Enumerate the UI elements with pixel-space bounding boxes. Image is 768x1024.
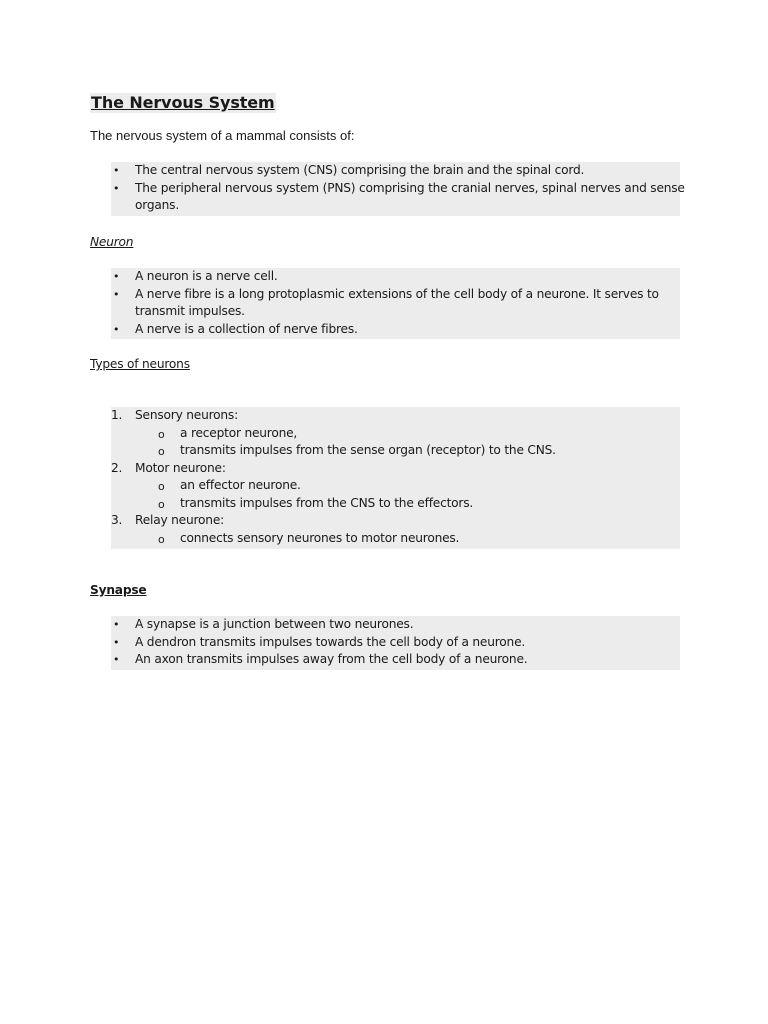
bullet-icon: • [113,181,120,195]
intro-paragraph: The nervous system of a mammal consists of: [90,128,355,143]
list-item-text: An axon transmits impulses away from the cell body of a neurone. [135,652,528,666]
numbered-item-label: Sensory neurons: [135,408,238,422]
list-item-text: The peripheral nervous system (PNS) comprising the cranial nerves, spinal nerves and sense [135,180,685,195]
bullet-icon: • [113,287,120,301]
systems-list [111,162,685,216]
list-item-text: organs. [135,198,180,212]
page-title: The Nervous System [91,93,275,112]
item-number: 2. [111,460,123,475]
list-item-continuation [111,197,680,215]
sub-list-item-text: a receptor neurone, [180,425,298,440]
list-item-text: A nerve fibre is a long protoplasmic extensions of the cell body of a neurone. It serves to [135,286,659,301]
section-heading-synapse: Synapse [90,583,147,597]
sub-list-item [111,495,680,513]
list-item [111,268,680,286]
section-heading-types: Types of neurons [90,357,190,371]
sub-list-item-text: an effector neurone. [180,478,301,492]
bullet-icon: • [113,618,120,631]
bullet-icon: • [113,322,120,336]
neuron-types-list [111,407,680,549]
numbered-item [111,512,680,530]
sub-list-item [111,425,680,443]
bullet-icon: • [113,653,120,666]
list-item [111,634,680,652]
item-number: 3. [111,513,123,527]
list-item-continuation [111,303,680,321]
list-item-text: A neuron is a nerve cell. [135,269,278,283]
list-item-text: The central nervous system (CNS) comprising the brain and the spinal cord. [135,163,585,177]
list-item-text: A synapse is a junction between two neurones. [135,617,414,631]
bullet-icon: • [113,270,120,283]
list-item [111,286,680,304]
list-item [111,321,680,339]
bullet-icon: • [113,164,120,177]
sub-list-item [111,530,680,548]
numbered-item [111,460,680,478]
sub-bullet-icon: o [158,445,165,458]
sub-list-item-text: transmits impulses from the sense organ (receptor) to the CNS. [180,443,556,457]
list-item [111,162,680,180]
item-number: 1. [111,408,123,422]
sub-list-item [111,477,680,495]
sub-bullet-icon: o [158,427,165,441]
list-item-text: A nerve is a collection of nerve fibres. [135,321,358,336]
list-item [111,616,680,634]
sub-bullet-icon: o [158,480,165,493]
sub-list-item-text: transmits impulses from the CNS to the effectors. [180,495,474,510]
numbered-item [111,407,680,425]
list-item-text: A dendron transmits impulses towards the cell body of a neurone. [135,634,526,649]
list-item [111,180,685,198]
numbered-item-label: Relay neurone: [135,513,225,527]
synapse-list [111,616,680,670]
list-item-text: transmit impulses. [135,304,245,318]
bullet-icon: • [113,635,120,649]
sub-list-item [111,442,680,460]
numbered-item-label: Motor neurone: [135,460,226,475]
sub-bullet-icon: o [158,532,165,546]
sub-list-item-text: connects sensory neurones to motor neurones. [180,530,460,545]
section-heading-neuron: Neuron [90,235,134,249]
list-item [111,651,680,669]
neuron-list [111,268,680,339]
sub-bullet-icon: o [158,497,165,511]
